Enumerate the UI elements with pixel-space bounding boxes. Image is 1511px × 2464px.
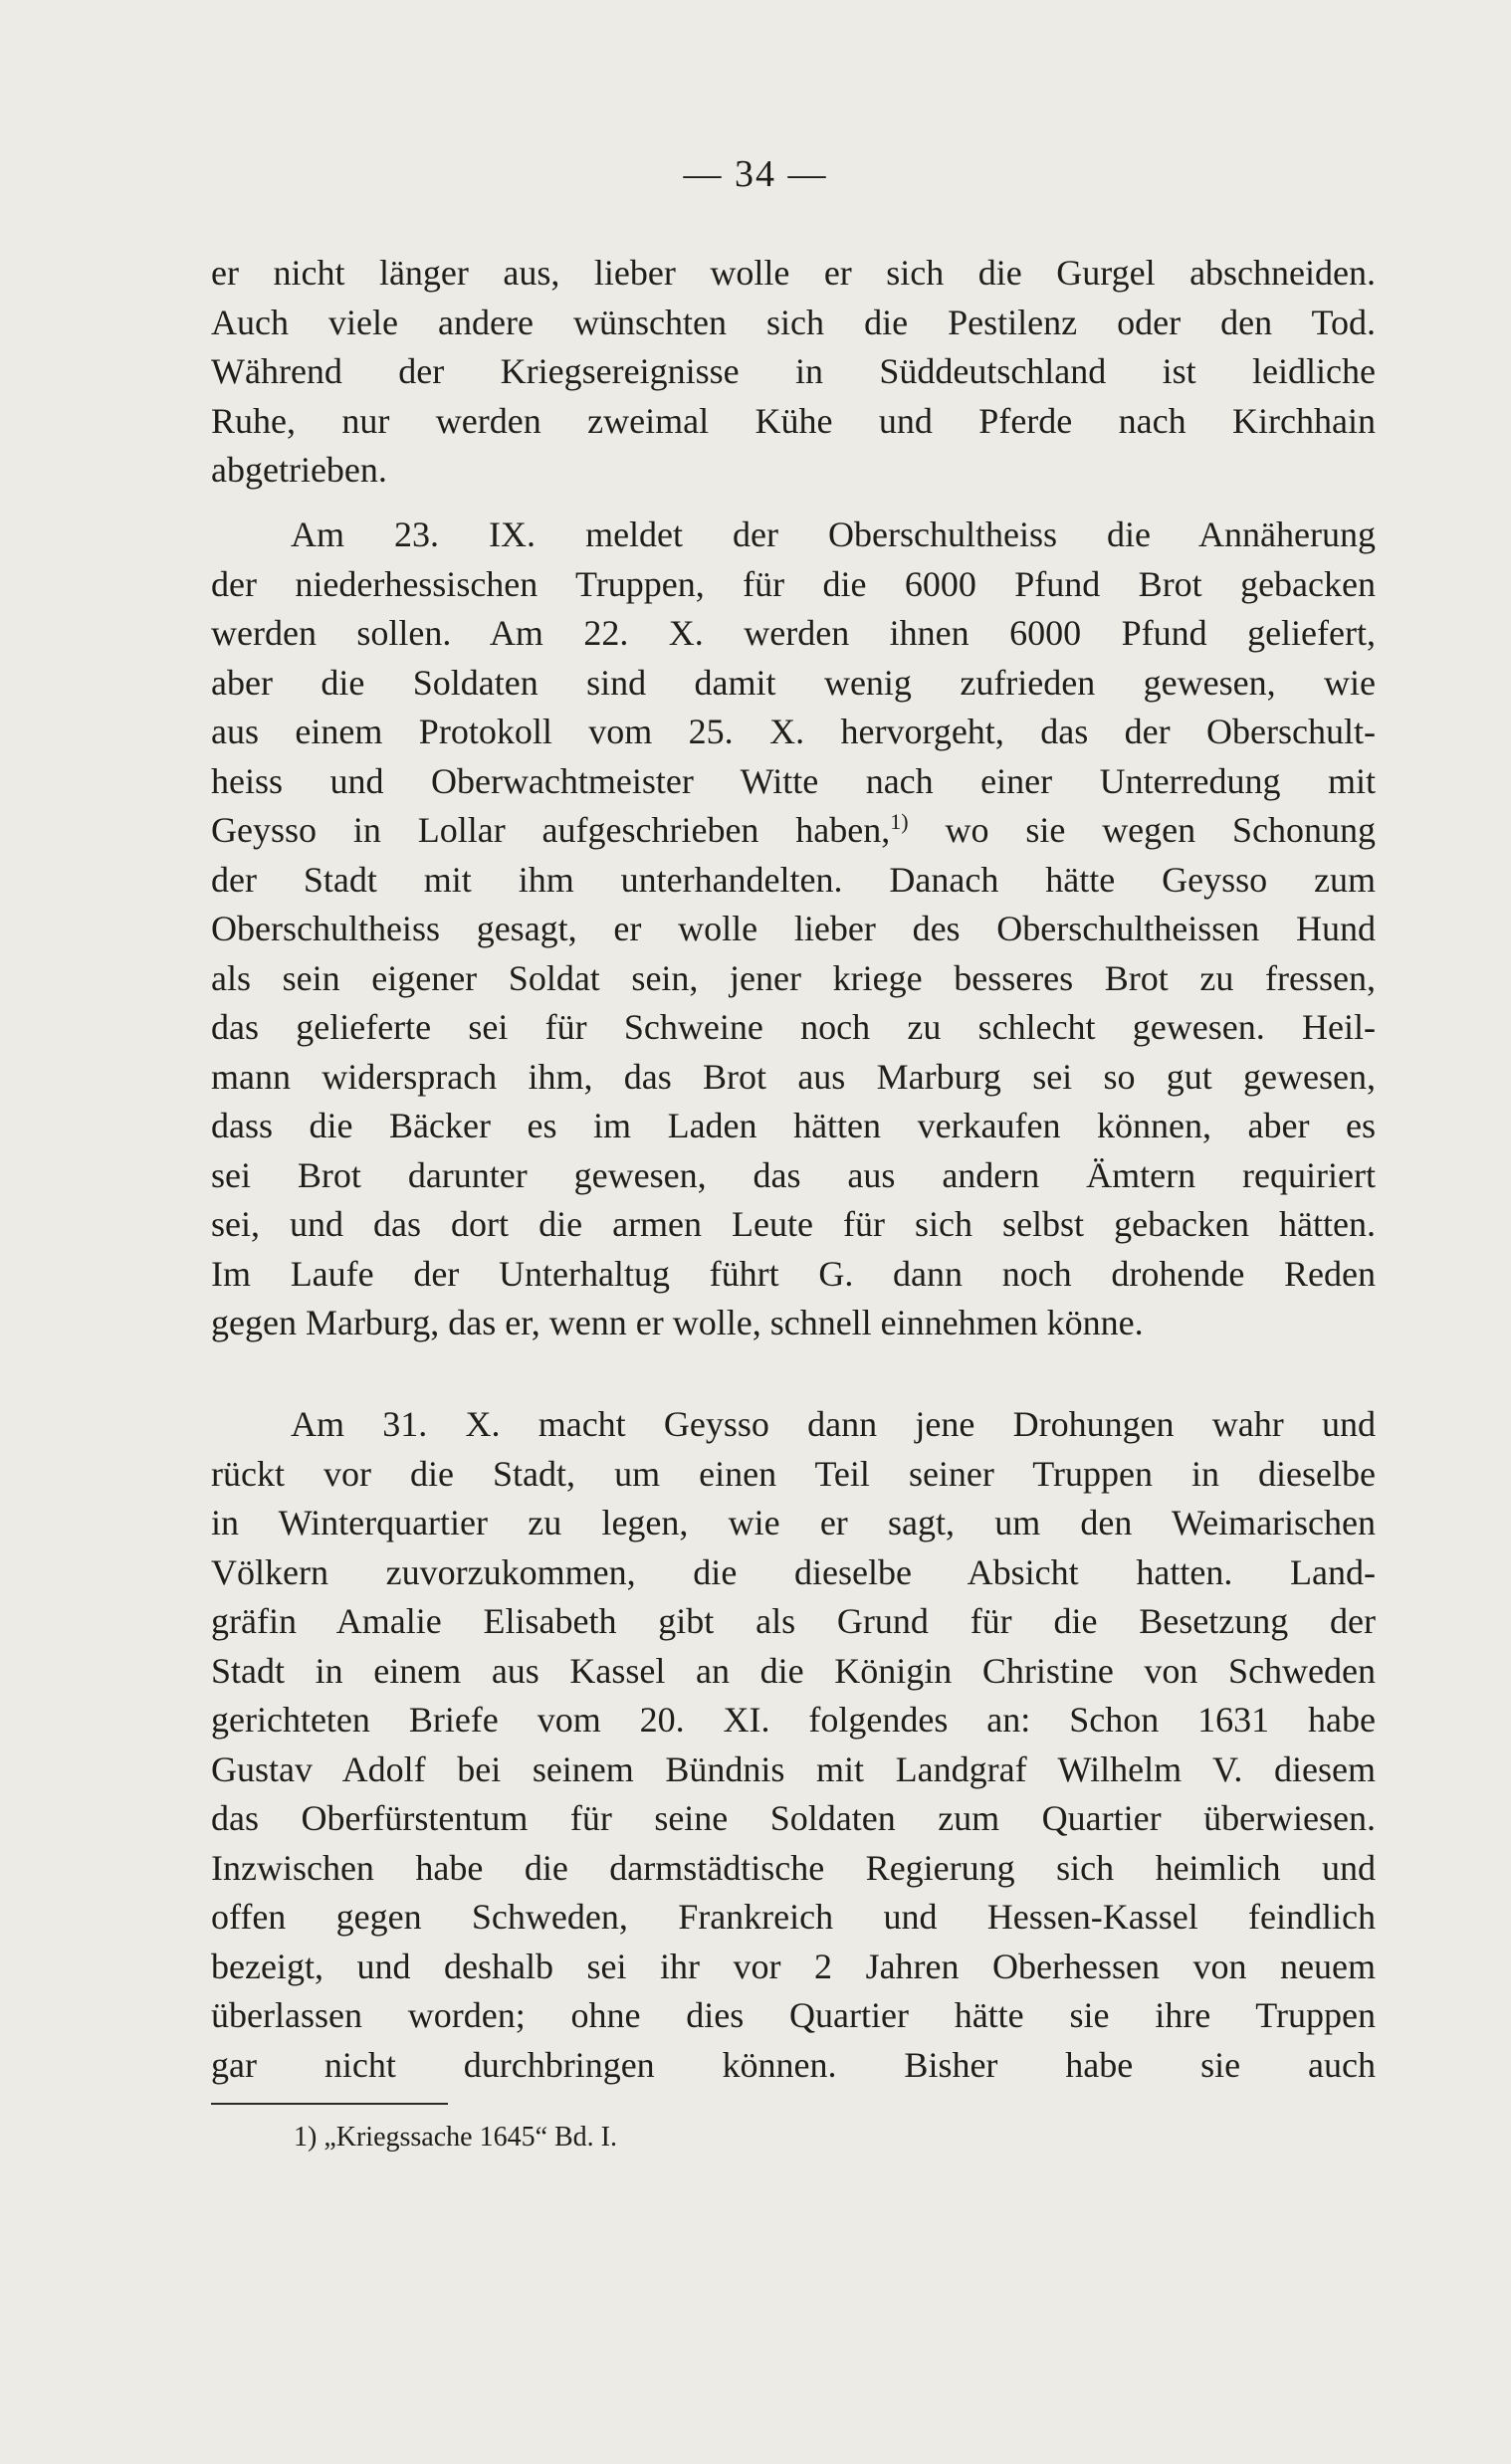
text-line: Ruhe, nur werden zweimal Kühe und Pferde nach Kirchhain	[211, 400, 1376, 441]
paragraph-1	[211, 249, 1376, 496]
text-line: Gustav Adolf bei seinem Bündnis mit Landgraf Wilhelm V. diesem	[211, 1748, 1376, 1789]
footnote-reference: 1)	[890, 809, 909, 834]
text-line: werden sollen. Am 22. X. werden ihnen 6000 Pfund geliefert,	[211, 613, 1376, 653]
text-line: Inzwischen habe die darmstädtische Regierung sich heimlich und	[211, 1847, 1376, 1888]
text-line: Stadt in einem aus Kassel an die Königin Christine von Schweden	[211, 1650, 1376, 1691]
page-number: — 34 —	[683, 153, 828, 195]
text-line: in Winterquartier zu legen, wie er sagt, um den Weimarischen	[211, 1503, 1376, 1542]
text-line: gräfin Amalie Elisabeth gibt als Grund für die Besetzung der	[211, 1601, 1376, 1641]
text-line: Während der Kriegsereignisse in Süddeutschland ist leidliche	[211, 351, 1376, 391]
text-line: gegen Marburg, das er, wenn er wolle, schnell einnehmen könne.	[211, 1303, 1144, 1342]
text-line-with-footnote	[211, 806, 1376, 856]
text-line: überlassen worden; ohne dies Quartier hätte sie ihre Truppen	[211, 1995, 1376, 2035]
text-line: er nicht länger aus, lieber wolle er sich die Gurgel abschneiden.	[211, 253, 1376, 293]
paragraph-3	[211, 1400, 1376, 2090]
text-line: heiss und Oberwachtmeister Witte nach einer Unterredung mit	[211, 760, 1376, 801]
footnote-divider	[211, 2103, 448, 2105]
text-line: bezeigt, und deshalb sei ihr vor 2 Jahren Oberhessen von neuem	[211, 1946, 1376, 1986]
text-line: rückt vor die Stadt, um einen Teil seiner Truppen in dieselbe	[211, 1453, 1376, 1494]
text-line: Am 23. IX. meldet der Oberschultheiss die Annäherung	[291, 514, 1376, 554]
text-line: aus einem Protokoll vom 25. X. hervorgeht, das der Oberschult-	[211, 712, 1376, 751]
text-line: offen gegen Schweden, Frankreich und Hessen-Kassel feindlich	[211, 1897, 1376, 1937]
text-segment: wo sie wegen Schonung	[945, 810, 1376, 850]
paragraph-2	[211, 511, 1376, 1348]
text-line: Auch viele andere wünschten sich die Pestilenz oder den Tod.	[211, 302, 1376, 342]
text-line: Im Laufe der Unterhaltug führt G. dann noch drohende Reden	[211, 1253, 1376, 1294]
text-line: dass die Bäcker es im Laden hätten verkaufen können, aber es	[211, 1106, 1376, 1145]
text-line: der niederhessischen Truppen, für die 6000 Pfund Brot gebacken	[211, 563, 1376, 604]
text-line: sei, und das dort die armen Leute für sich selbst gebacken hätten.	[211, 1204, 1376, 1244]
text-line: abgetrieben.	[211, 450, 387, 490]
text-line: mann widersprach ihm, das Brot aus Marburg sei so gut gewesen,	[211, 1056, 1376, 1097]
text-line: als sein eigener Soldat sein, jener kriege besseres Brot zu fressen,	[211, 957, 1376, 998]
text-line: der Stadt mit ihm unterhandelten. Danach hätte Geysso zum	[211, 859, 1376, 900]
text-segment: Geysso in Lollar aufgeschrieben haben,	[211, 810, 891, 850]
footnote: 1) „Kriegssache 1645“ Bd. I.	[294, 2122, 618, 2153]
text-line: Völkern zuvorzukommen, die dieselbe Absicht hatten. Land-	[211, 1551, 1376, 1592]
text-line: das gelieferte sei für Schweine noch zu schlecht gewesen. Heil-	[211, 1007, 1376, 1047]
text-line: sei Brot darunter gewesen, das aus andern Ämtern requiriert	[211, 1154, 1376, 1195]
text-line: Am 31. X. macht Geysso dann jene Drohungen wahr und	[291, 1404, 1376, 1444]
text-line: das Oberfürstentum für seine Soldaten zum Quartier überwiesen.	[211, 1798, 1376, 1838]
text-line: gar nicht durchbringen können. Bisher habe sie auch	[211, 2044, 1376, 2085]
text-line: aber die Soldaten sind damit wenig zufrieden gewesen, wie	[211, 662, 1376, 703]
text-line: Oberschultheiss gesagt, er wolle lieber des Oberschultheissen Hund	[211, 909, 1376, 948]
text-line: gerichteten Briefe vom 20. XI. folgendes an: Schon 1631 habe	[211, 1700, 1376, 1740]
